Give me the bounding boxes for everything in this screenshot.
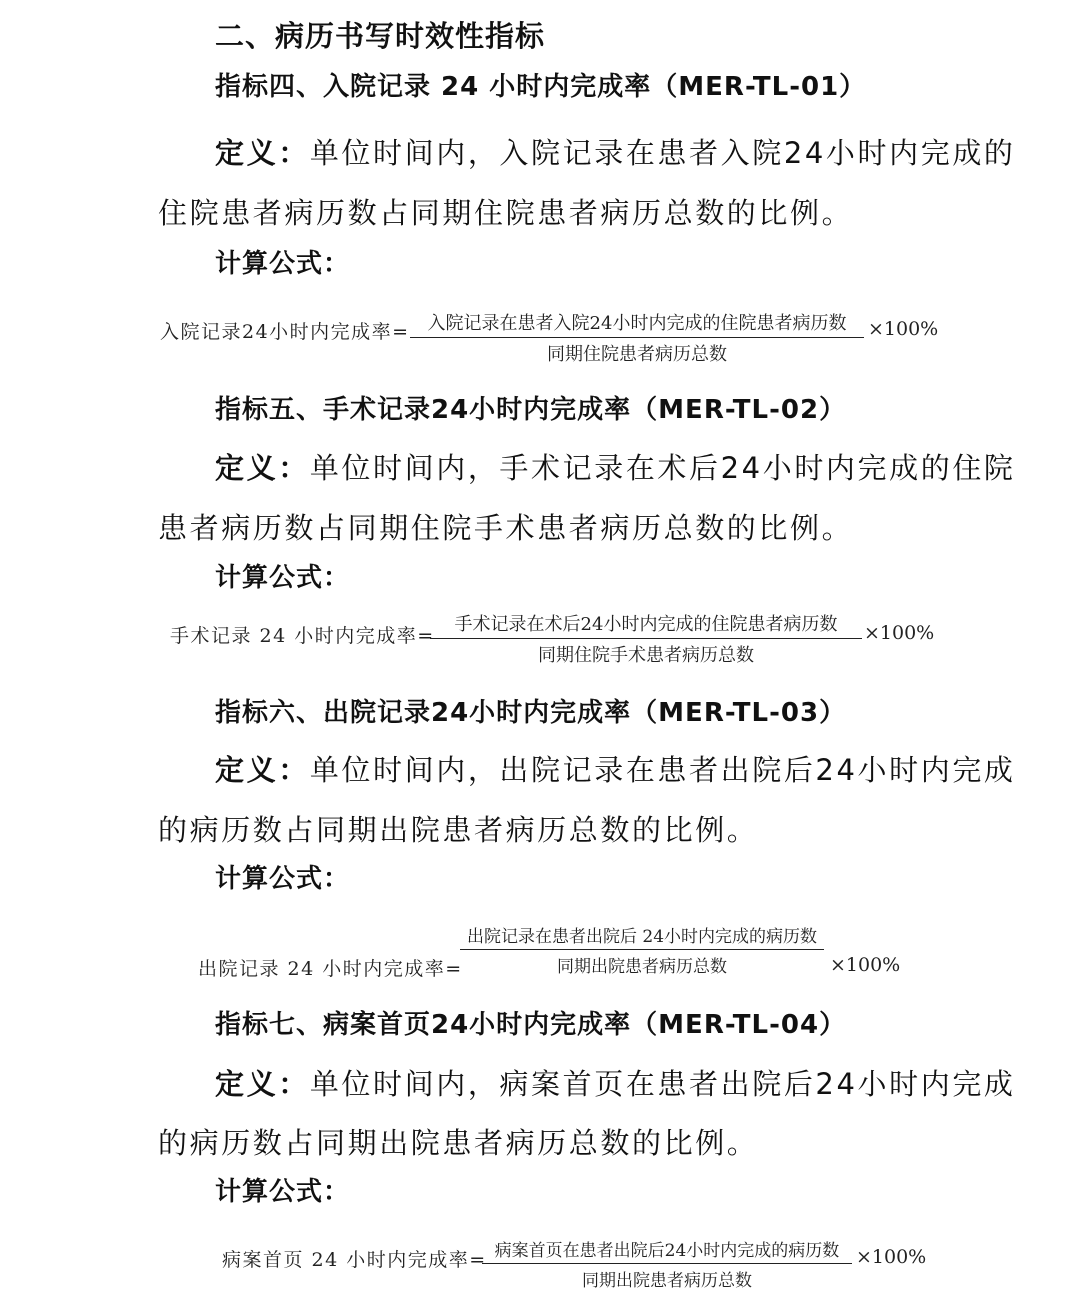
formula-numerator: 入院记录在患者入院24小时内完成的住院患者病历数 [410,309,864,338]
calc-label-7: 计算公式： [215,1177,351,1207]
definition-line-5b: 患者病历数占同期住院手术患者病历总数的比例。 [158,511,854,545]
section-title: 二、病历书写时效性指标 [215,19,546,53]
definition-label: 定义： [215,451,310,485]
formula-multiplier: ×100% [856,1246,927,1268]
formula-denominator: 同期出院患者病历总数 [582,1271,752,1291]
definition-line-7a [215,1062,1016,1103]
calc-label-4: 计算公式： [215,249,351,279]
formula-fraction [482,1236,852,1291]
formula-numerator: 手术记录在术后24小时内完成的住院患者病历数 [430,610,862,639]
formula-denominator: 同期住院手术患者病历总数 [538,645,754,666]
formula-lhs: 出院记录 24 小时内完成率= [198,958,463,980]
definition-line-4b: 住院患者病历数占同期住院患者病历总数的比例。 [158,196,854,230]
formula-lhs: 入院记录24小时内完成率= [160,321,410,343]
calc-label-6: 计算公式： [215,864,351,894]
formula-multiplier: ×100% [868,318,939,340]
formula-fraction [460,922,824,977]
definition-line-4a [215,131,1016,172]
definition-label: 定义： [215,753,310,787]
formula-numerator: 病案首页在患者出院后24小时内完成的病历数 [482,1236,852,1264]
definition-label: 定义： [215,136,310,170]
formula-lhs: 手术记录 24 小时内完成率= [170,625,435,647]
formula-multiplier: ×100% [830,954,901,976]
formula-numerator: 出院记录在患者出院后 24小时内完成的病历数 [460,922,824,950]
definition-line-7b: 的病历数占同期出院患者病历总数的比例。 [158,1126,759,1160]
definition-line-6b: 的病历数占同期出院患者病历总数的比例。 [158,813,759,847]
definition-text: 单位时间内，出院记录在患者出院后24小时内完成 [309,753,1016,787]
formula-fraction [430,610,862,667]
definition-text: 单位时间内，病案首页在患者出院后24小时内完成 [309,1067,1016,1101]
formula-multiplier: ×100% [864,622,935,644]
formula-denominator: 同期出院患者病历总数 [557,957,727,977]
definition-text: 单位时间内，入院记录在患者入院24小时内完成的 [309,136,1016,170]
definition-text: 单位时间内，手术记录在术后24小时内完成的住院 [309,451,1016,485]
definition-label: 定义： [215,1067,310,1101]
calc-label-5: 计算公式： [215,563,351,593]
indicator-title-4: 指标四、入院记录 24 小时内完成率（MER-TL-01） [215,72,867,102]
definition-line-5a [215,446,1016,487]
formula-lhs: 病案首页 24 小时内完成率= [222,1249,487,1271]
indicator-title-5: 指标五、手术记录24小时内完成率（MER-TL-02） [215,395,847,425]
definition-line-6a [215,748,1016,789]
indicator-title-6: 指标六、出院记录24小时内完成率（MER-TL-03） [215,698,847,728]
formula-fraction [410,309,864,366]
indicator-title-7: 指标七、病案首页24小时内完成率（MER-TL-04） [215,1010,847,1040]
formula-denominator: 同期住院患者病历总数 [547,344,727,365]
